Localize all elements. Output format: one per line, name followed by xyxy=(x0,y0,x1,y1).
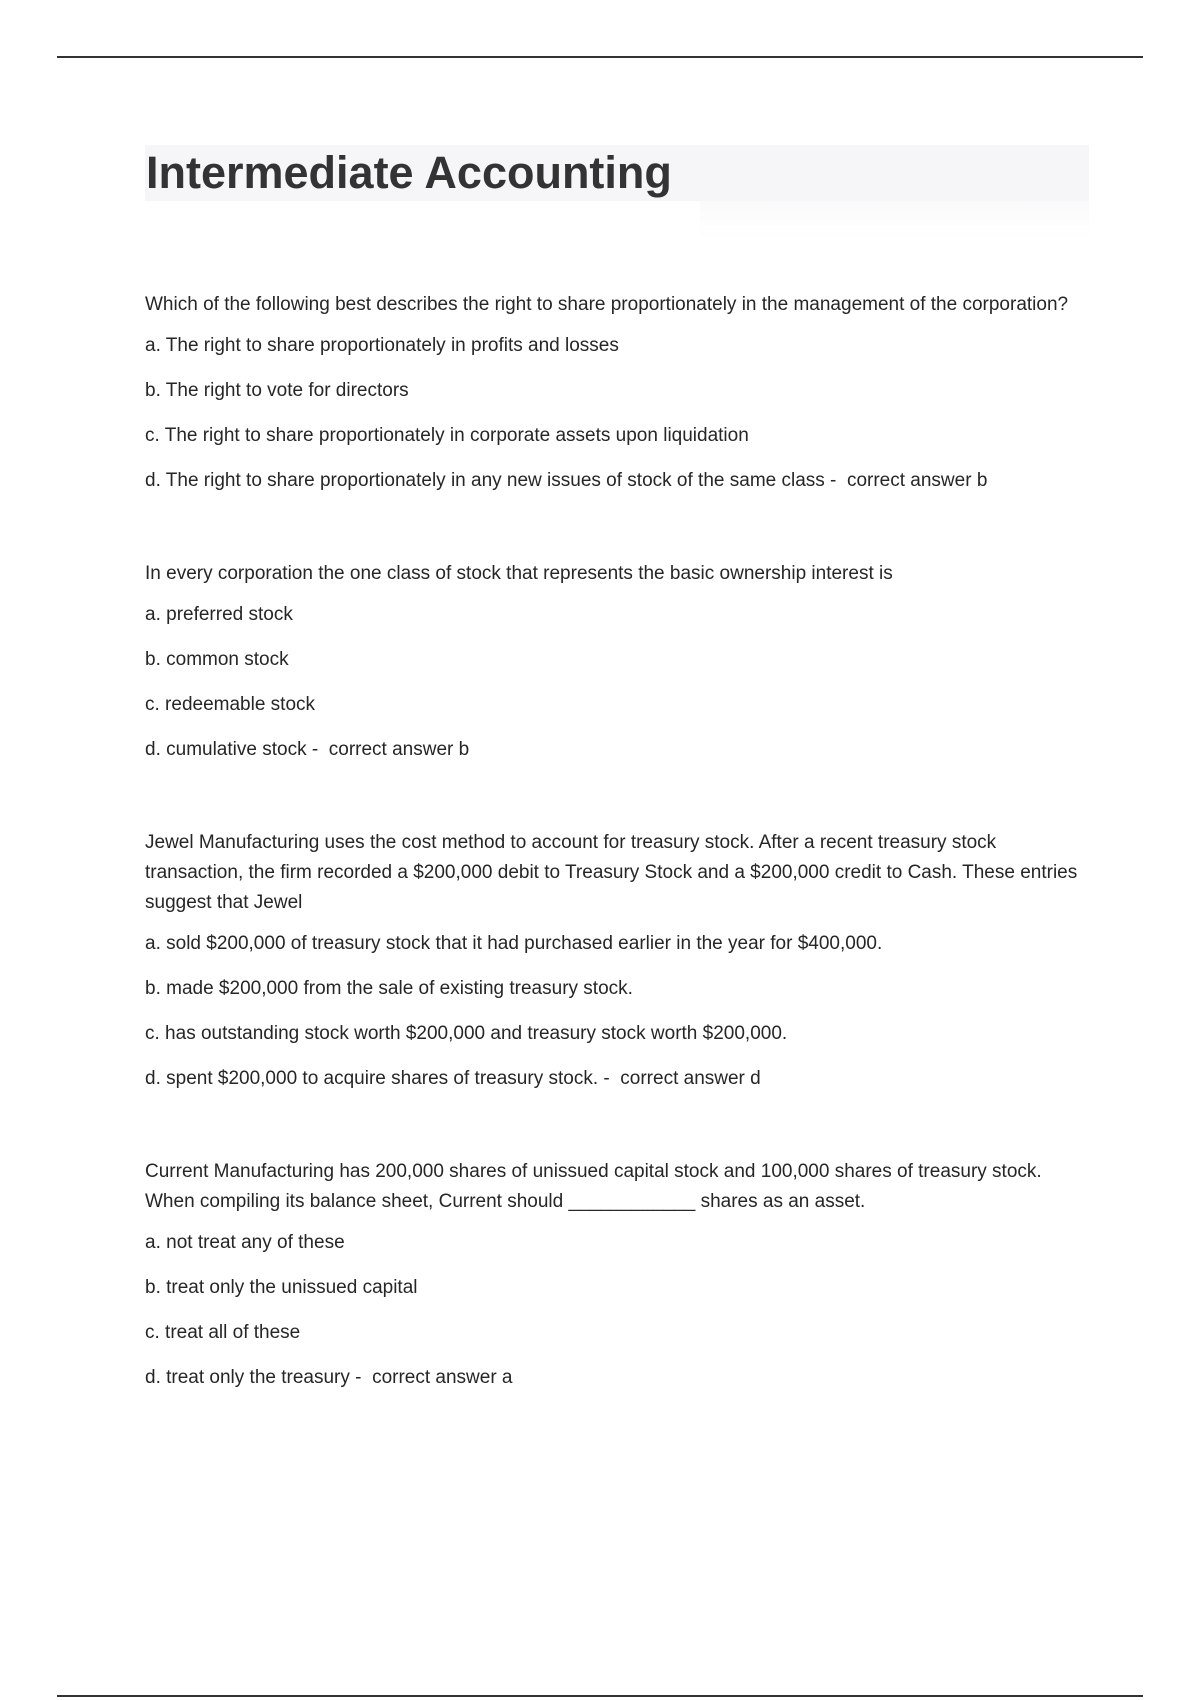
option-d-with-answer xyxy=(145,466,1085,496)
correct-answer: correct answer b xyxy=(328,739,470,760)
option-b: b. common stock xyxy=(145,649,289,670)
option-b: b. made $200,000 from the sale of existing treasury stock. xyxy=(145,978,633,999)
option-c: c. The right to share proportionately in corporate assets upon liquidation xyxy=(145,425,749,446)
question-stem: Current Manufacturing has 200,000 shares of unissued capital stock and 100,000 shares of treasury stock. When compiling its balance sheet, Current should ____________ shares as an asset. xyxy=(145,1161,1042,1212)
correct-answer: correct answer b xyxy=(846,470,988,491)
question-stem: In every corporation the one class of stock that represents the basic ownership interest is xyxy=(145,563,893,584)
option-d: d. The right to share proportionately in any new issues of stock of the same class xyxy=(145,470,825,491)
option-d-with-answer xyxy=(145,1363,1085,1393)
answer-separator: - xyxy=(349,1367,373,1388)
option-a: a. preferred stock xyxy=(145,604,293,625)
option-b: b. treat only the unissued capital xyxy=(145,1277,418,1298)
header-rule xyxy=(57,56,1143,58)
option-list xyxy=(145,1228,1085,1393)
question-3 xyxy=(145,828,1085,1094)
footer-rule xyxy=(57,1695,1143,1697)
page-title: Intermediate Accounting xyxy=(146,147,672,198)
question-stem: Jewel Manufacturing uses the cost method to account for treasury stock. After a recent treasury stock transaction, the firm recorded a $200,000 debit to Treasury Stock and a $200,000 credit to Cash. These entries suggest that Jewel xyxy=(145,832,1078,913)
question-list xyxy=(145,290,1085,1456)
question-1 xyxy=(145,290,1085,496)
question-4 xyxy=(145,1157,1085,1393)
option-a: a. sold $200,000 of treasury stock that it had purchased earlier in the year for $400,000. xyxy=(145,933,883,954)
option-list xyxy=(145,331,1085,496)
option-d: d. cumulative stock xyxy=(145,739,307,760)
option-d-with-answer xyxy=(145,735,1085,765)
answer-separator: - xyxy=(306,739,329,760)
correct-answer: correct answer a xyxy=(372,1367,513,1388)
option-c: c. has outstanding stock worth $200,000 and treasury stock worth $200,000. xyxy=(145,1023,788,1044)
option-b: b. The right to vote for directors xyxy=(145,380,409,401)
answer-separator: - xyxy=(598,1068,621,1089)
question-stem: Which of the following best describes the right to share proportionately in the management of the corporation? xyxy=(145,294,1069,315)
option-list xyxy=(145,929,1085,1094)
question-2 xyxy=(145,559,1085,765)
option-list xyxy=(145,600,1085,765)
option-d: d. treat only the treasury xyxy=(145,1367,350,1388)
answer-separator: - xyxy=(824,470,847,491)
title-highlight-fade xyxy=(700,201,1089,238)
option-c: c. redeemable stock xyxy=(145,694,316,715)
option-c: c. treat all of these xyxy=(145,1322,301,1343)
option-a: a. not treat any of these xyxy=(145,1232,345,1253)
option-d-with-answer xyxy=(145,1064,1085,1094)
option-d: d. spent $200,000 to acquire shares of treasury stock. xyxy=(145,1068,599,1089)
correct-answer: correct answer d xyxy=(620,1068,761,1089)
option-a: a. The right to share proportionately in profits and losses xyxy=(145,335,619,356)
